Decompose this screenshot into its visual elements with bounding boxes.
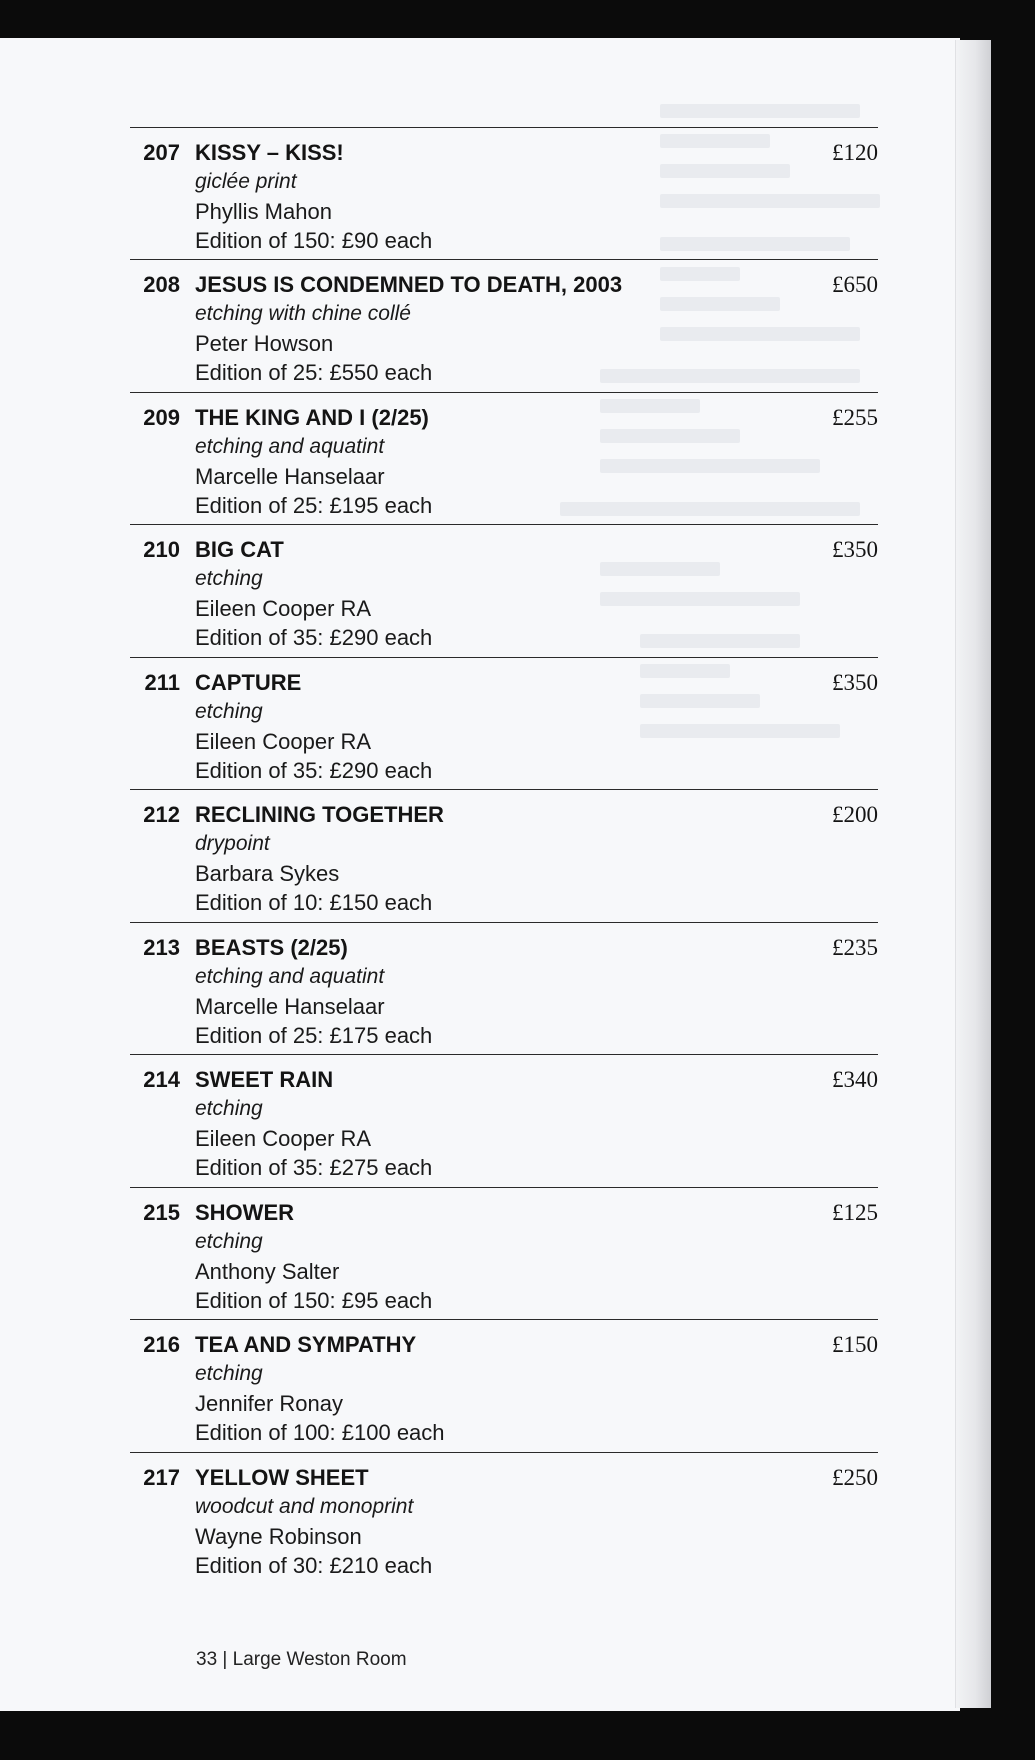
catalogue-entry-215 (130, 1187, 878, 1321)
edition-info: Edition of 35: £290 each (195, 625, 433, 650)
artwork-title: SHOWER (195, 1200, 294, 1225)
artwork-medium: giclée print (195, 170, 297, 193)
artist-name: Marcelle Hanselaar (195, 464, 385, 489)
catalogue-entry-207 (130, 127, 878, 261)
artwork-title: SWEET RAIN (195, 1067, 334, 1092)
artwork-medium: etching (195, 1097, 263, 1120)
catalogue-entry-208 (130, 259, 878, 393)
edition-info: Edition of 25: £195 each (195, 493, 433, 518)
edition-info: Edition of 150: £90 each (195, 228, 433, 253)
artwork-price: £255 (832, 405, 878, 430)
artist-name: Eileen Cooper RA (195, 596, 372, 621)
artwork-title: KISSY – KISS! (195, 140, 344, 165)
artist-name: Eileen Cooper RA (195, 729, 372, 754)
lot-number: 213 (143, 935, 180, 960)
edition-info: Edition of 35: £290 each (195, 758, 433, 783)
edition-info: Edition of 100: £100 each (195, 1420, 445, 1445)
artwork-medium: etching with chine collé (195, 302, 411, 325)
artist-name: Phyllis Mahon (195, 199, 332, 224)
lot-number: 214 (143, 1067, 180, 1092)
catalogue-entry-213 (130, 922, 878, 1056)
artwork-medium: etching and aquatint (195, 965, 385, 988)
lot-number: 216 (143, 1332, 180, 1357)
catalogue-entry-211 (130, 657, 878, 791)
artist-name: Anthony Salter (195, 1259, 340, 1284)
artwork-medium: etching (195, 567, 263, 590)
artwork-price: £350 (832, 537, 878, 562)
artwork-price: £235 (832, 935, 878, 960)
catalogue-entry-210 (130, 524, 878, 658)
edition-info: Edition of 25: £550 each (195, 360, 433, 385)
artist-name: Wayne Robinson (195, 1524, 362, 1549)
edition-info: Edition of 10: £150 each (195, 890, 433, 915)
edition-info: Edition of 30: £210 each (195, 1553, 433, 1578)
artwork-title: TEA AND SYMPATHY (195, 1332, 417, 1357)
edition-info: Edition of 25: £175 each (195, 1023, 433, 1048)
lot-number: 217 (143, 1465, 180, 1490)
artwork-title: THE KING AND I (2/25) (195, 405, 429, 430)
artwork-medium: etching and aquatint (195, 435, 385, 458)
artwork-title: RECLINING TOGETHER (195, 802, 444, 827)
artwork-title: JESUS IS CONDEMNED TO DEATH, 2003 (195, 272, 623, 297)
lot-number: 209 (143, 405, 180, 430)
artwork-price: £340 (832, 1067, 878, 1092)
catalogue-entry-212 (130, 789, 878, 923)
artwork-title: BIG CAT (195, 537, 284, 562)
catalogue-entry-214 (130, 1054, 878, 1188)
lot-number: 212 (143, 802, 180, 827)
artwork-title: BEASTS (2/25) (195, 935, 348, 960)
artist-name: Marcelle Hanselaar (195, 994, 385, 1019)
artwork-medium: woodcut and monoprint (195, 1495, 414, 1518)
artist-name: Peter Howson (195, 331, 334, 356)
artist-name: Barbara Sykes (195, 861, 340, 886)
artwork-title: YELLOW SHEET (195, 1465, 369, 1490)
artwork-price: £150 (832, 1332, 878, 1357)
lot-number: 215 (143, 1200, 180, 1225)
artist-name: Jennifer Ronay (195, 1391, 343, 1416)
lot-number: 210 (143, 537, 180, 562)
lot-number: 211 (144, 670, 180, 695)
page-edge (955, 40, 991, 1708)
artwork-price: £125 (832, 1200, 878, 1225)
artwork-price: £250 (832, 1465, 878, 1490)
lot-number: 207 (143, 140, 180, 165)
artwork-medium: etching (195, 1230, 263, 1253)
lot-number: 208 (143, 272, 180, 297)
artwork-price: £350 (832, 670, 878, 695)
edition-info: Edition of 35: £275 each (195, 1155, 433, 1180)
artwork-price: £120 (832, 140, 878, 165)
catalogue-entry-217 (130, 1452, 878, 1586)
catalogue-entry-209 (130, 392, 878, 526)
page-footer: 33 | Large Weston Room (196, 1649, 407, 1670)
catalogue-entry-216 (130, 1319, 878, 1453)
artwork-title: CAPTURE (195, 670, 302, 695)
edition-info: Edition of 150: £95 each (195, 1288, 433, 1313)
artwork-price: £650 (832, 272, 878, 297)
artwork-medium: etching (195, 1362, 263, 1385)
artwork-medium: etching (195, 700, 263, 723)
artist-name: Eileen Cooper RA (195, 1126, 372, 1151)
artwork-medium: drypoint (195, 832, 270, 855)
artwork-price: £200 (832, 802, 878, 827)
